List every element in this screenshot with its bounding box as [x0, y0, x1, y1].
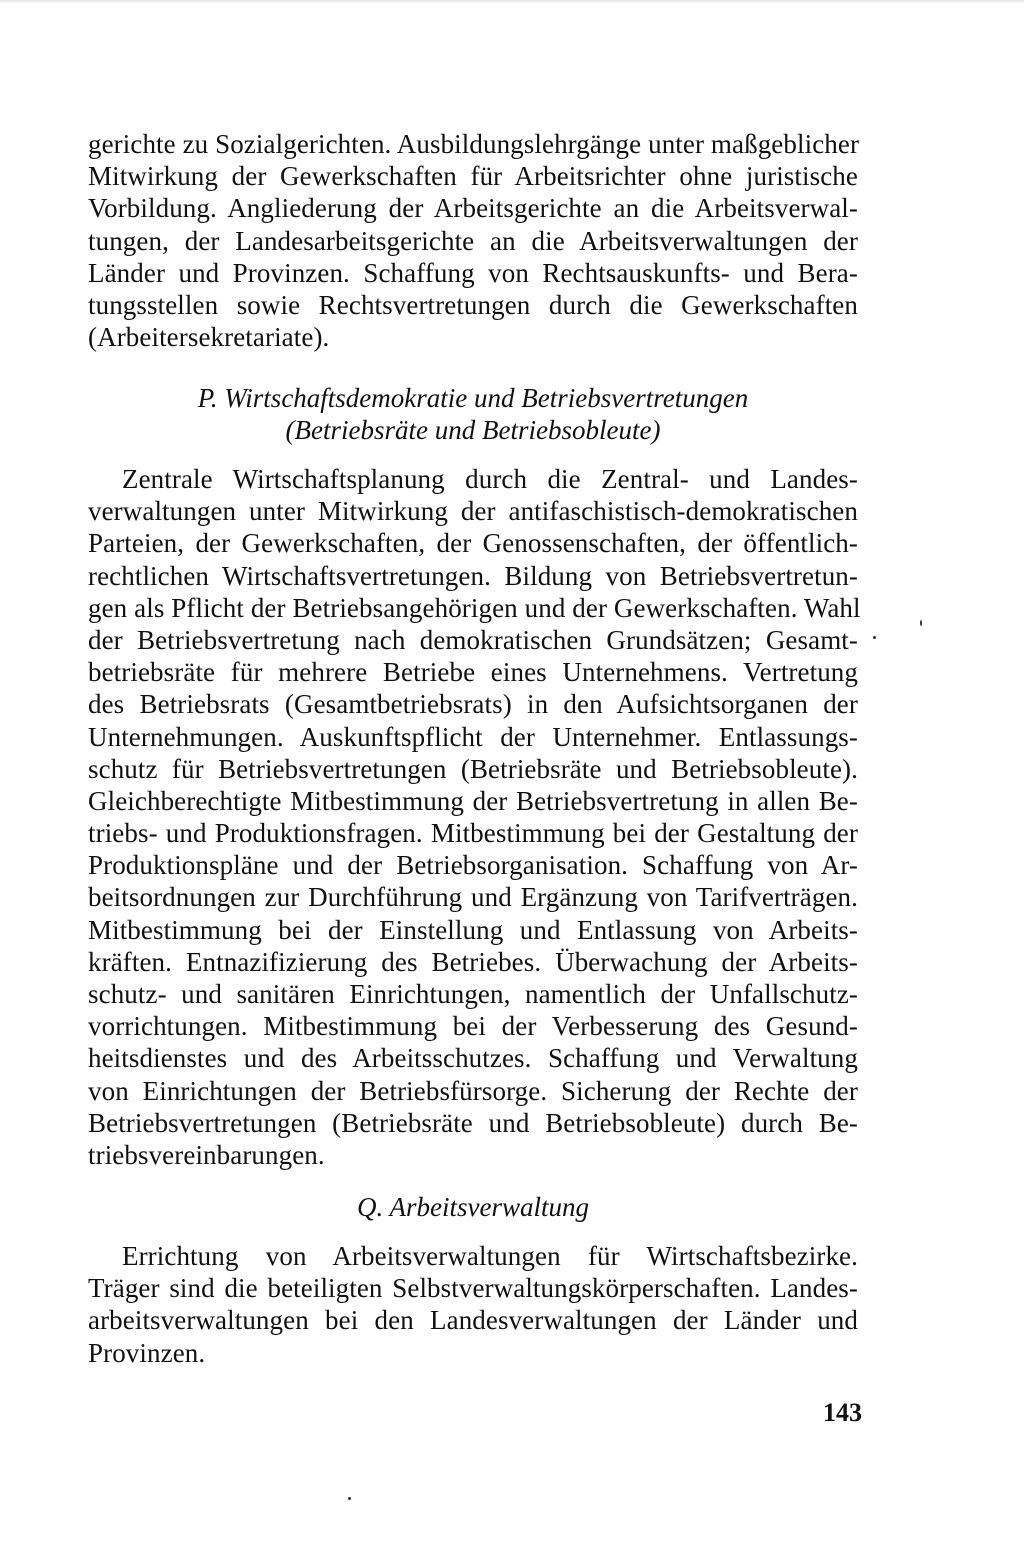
text-line: verwaltungen unter Mitwirkung der antifaschistisch-demokratischen	[88, 496, 858, 527]
text-line: tungsstellen sowie Rechtsvertretungen durch die Gewerkschaften	[88, 289, 858, 320]
heading-line: Q. Arbeitsverwaltung	[357, 1192, 589, 1222]
text-line: schutz für Betriebsvertretungen (Betriebsräte und Betriebsobleute).	[88, 753, 858, 784]
text-line: Produktionspläne und der Betriebsorganisation. Schaffung von Ar-	[88, 850, 858, 881]
scan-edge	[0, 0, 1024, 4]
paragraph-labour-administration	[88, 1240, 858, 1369]
text-line: Provinzen.	[88, 1337, 206, 1368]
text-line: Vorbildung. Angliederung der Arbeitsgerichte an die Arbeitsverwal-	[88, 193, 858, 224]
text-line: Betriebsvertretungen (Betriebsräte und Betriebsobleute) durch Be-	[88, 1107, 858, 1138]
paragraph-courts	[88, 128, 858, 353]
text-line: rechtlichen Wirtschaftsvertretungen. Bildung von Betriebsvertretun-	[88, 560, 858, 591]
text-line: triebsvereinbarungen.	[88, 1139, 325, 1170]
text-line: gerichte zu Sozialgerichten. Ausbildungslehrgänge unter maßgeblicher	[88, 129, 860, 159]
scan-speck	[920, 620, 922, 626]
text-line: Mitwirkung der Gewerkschaften für Arbeitsrichter ohne juristische	[88, 161, 858, 192]
text-line: Errichtung von Arbeitsverwaltungen für Wirtschaftsbezirke.	[122, 1241, 858, 1271]
text-line: kräften. Entnazifizierung des Betriebes. Überwachung der Arbeits-	[88, 946, 858, 977]
text-line: triebs- und Produktionsfragen. Mitbestimmung bei der Gestaltung der	[88, 818, 858, 849]
text-line: vorrichtungen. Mitbestimmung bei der Verbesserung des Gesund-	[88, 1011, 858, 1042]
text-line: Zentrale Wirtschaftsplanung durch die Zentral- und Landes-	[122, 464, 858, 494]
page-number: 143	[823, 1398, 862, 1427]
text-line: der Betriebsvertretung nach demokratischen Grundsätzen; Gesamt-	[88, 624, 858, 655]
text-line: Parteien, der Gewerkschaften, der Genossenschaften, der öffentlich-	[88, 528, 858, 559]
section-heading-p	[88, 382, 858, 446]
text-line: Träger sind die beteiligten Selbstverwaltungskörperschaften. Landes-	[88, 1273, 858, 1304]
text-line: betriebsräte für mehrere Betriebe eines Unternehmens. Vertretung	[88, 657, 858, 688]
text-line: (Arbeitersekretariate).	[88, 322, 330, 353]
text-line: gen als Pflicht der Betriebsangehörigen und der Gewerkschaften. Wahl	[88, 592, 861, 623]
text-line: tungen, der Landesarbeitsgerichte an die Arbeitsverwaltungen der	[88, 225, 858, 256]
text-line: von Einrichtungen der Betriebsfürsorge. Sicherung der Rechte der	[88, 1075, 858, 1106]
text-line: Mitbestimmung bei der Einstellung und Entlassung von Arbeits-	[88, 914, 858, 945]
text-line: Gleichberechtigte Mitbestimmung der Betriebsvertretung in allen Be-	[88, 785, 858, 816]
scan-speck	[348, 1497, 351, 1500]
text-line: Länder und Provinzen. Schaffung von Rechtsauskunfts- und Bera-	[88, 257, 858, 288]
paragraph-economic-democracy	[88, 463, 861, 1171]
text-line: Unternehmungen. Auskunftspflicht der Unternehmer. Entlassungs-	[88, 721, 858, 752]
text-line: beitsordnungen zur Durchführung und Ergänzung von Tarifverträgen.	[88, 882, 858, 913]
text-line: schutz- und sanitären Einrichtungen, namentlich der Unfallschutz-	[88, 979, 858, 1009]
heading-line: P. Wirtschaftsdemokratie und Betriebsvertretungen	[197, 383, 749, 413]
text-line: arbeitsverwaltungen bei den Landesverwaltungen der Länder und	[88, 1305, 858, 1336]
scan-speck	[873, 636, 876, 639]
heading-line: (Betriebsräte und Betriebsobleute)	[285, 415, 661, 445]
text-line: des Betriebsrats (Gesamtbetriebsrats) in den Aufsichtsorganen der	[88, 689, 858, 720]
text-line: heitsdienstes und des Arbeitsschutzes. Schaffung und Verwaltung	[88, 1043, 858, 1074]
section-heading-q	[88, 1191, 858, 1223]
